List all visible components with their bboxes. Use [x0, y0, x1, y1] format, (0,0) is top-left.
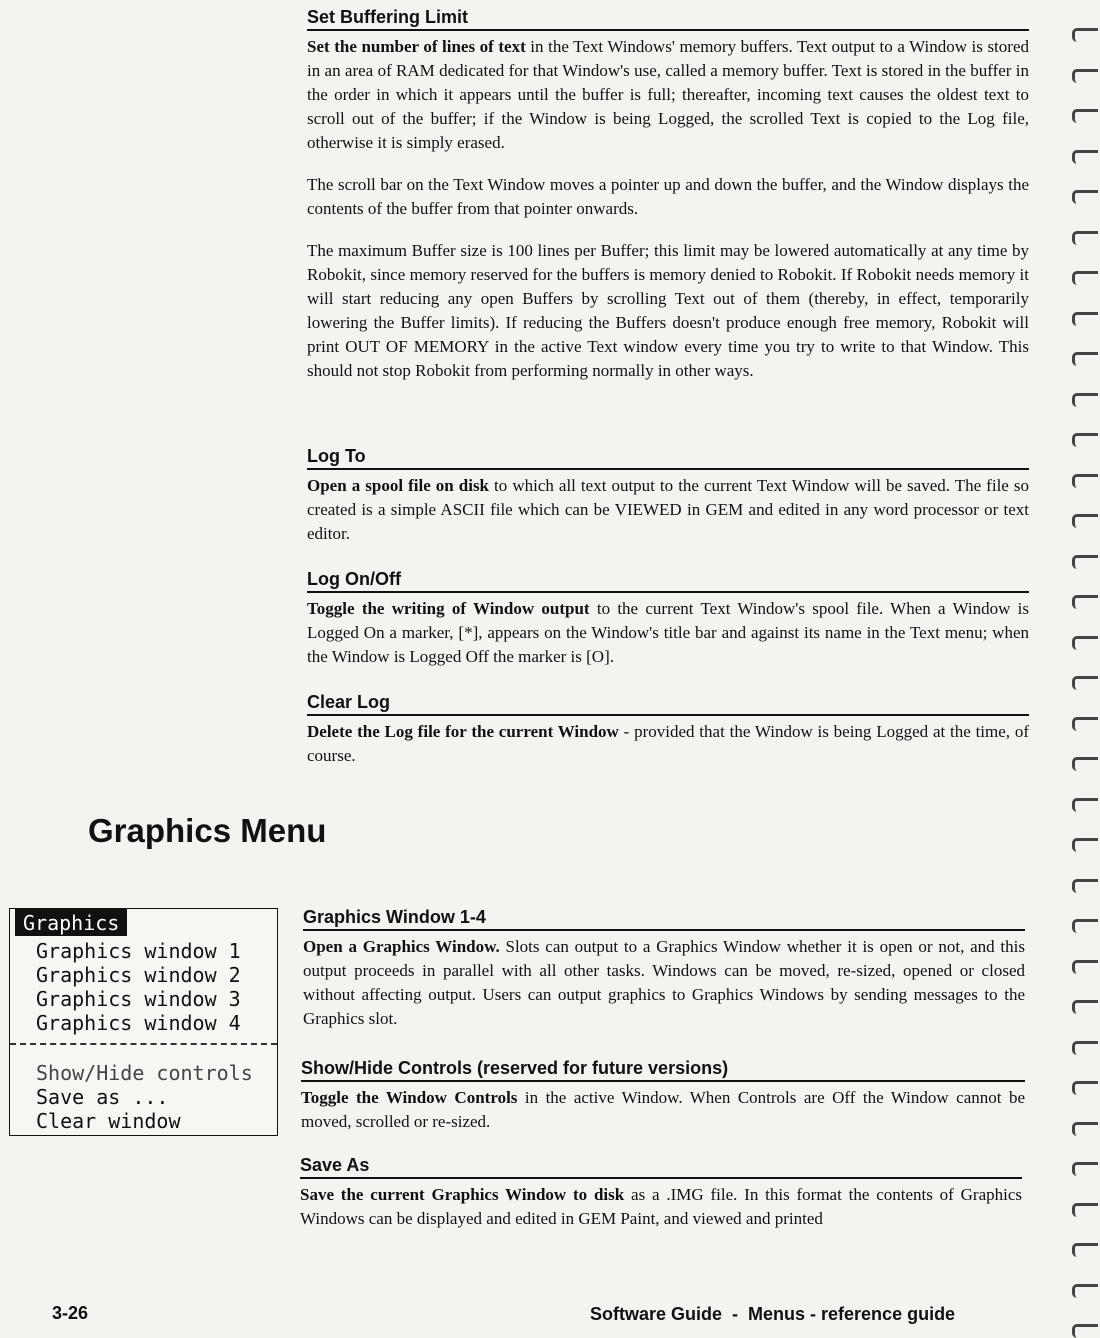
binding-ring: [1072, 474, 1098, 488]
binding-ring: [1072, 838, 1098, 852]
paragraph: Open a Graphics Window. Slots can output to a Graphics Window whether it is open or not, and this output proceeds in parallel with all other tasks. Windows can be moved, re-sized, opened or closed without affecting output. Users can output graphics to Graphics Windows by sending messages to the Graphics slot.: [303, 937, 1025, 1028]
section-save-as: [300, 1154, 1022, 1231]
menu-items: [36, 939, 241, 1035]
binding-ring: [1072, 28, 1098, 42]
binding-ring: [1072, 1000, 1098, 1014]
binding-ring: [1072, 1081, 1098, 1095]
menu-item-graphics-window-4: Graphics window 4: [36, 1011, 241, 1035]
binding-ring: [1072, 757, 1098, 771]
page-number: 3-26: [52, 1303, 89, 1323]
binding-ring: [1072, 312, 1098, 326]
binding-ring: [1072, 1162, 1098, 1176]
paragraph: The maximum Buffer size is 100 lines per Buffer; this limit may be lowered automatically at any time by Robokit, since memory reserved for the buffers is memory denied to Robokit. If Robokit needs memory it will start reducing any open Buffers by scrolling Text out of them (thereby, in effect, temporarily lowering the Buffer limits). If reducing the Buffers doesn't produce enough free memory, Robokit will print OUT OF MEMORY in the active Text window every time you try to write to that Window. This should not stop Robokit from performing normally in other ways.: [307, 241, 1029, 380]
binding-ring: [1072, 514, 1098, 528]
binding-ring: [1072, 919, 1098, 933]
graphics-menu-illustration: [9, 908, 278, 1136]
section-heading: Show/Hide Controls (reserved for future versions): [301, 1057, 1025, 1082]
section-graphics-window: [303, 906, 1025, 1031]
section-log-to: [307, 445, 1029, 546]
running-title: Software Guide - Menus - reference guide: [590, 1304, 956, 1324]
paragraph: Open a spool file on disk to which all text output to the current Text Window will be saved. The file so created is a simple ASCII file which can be VIEWED in GEM and edited in any word processor or text editor.: [307, 476, 1029, 543]
menu-item-graphics-window-1: Graphics window 1: [36, 939, 241, 963]
binding-ring: [1072, 352, 1098, 366]
section-heading: Save As: [300, 1154, 1022, 1179]
spiral-binding: [1068, 0, 1100, 1337]
section-heading: Clear Log: [307, 691, 1029, 716]
menu-item-graphics-window-2: Graphics window 2: [36, 963, 241, 987]
binding-ring: [1072, 393, 1098, 407]
binding-ring: [1072, 879, 1098, 893]
binding-ring: [1072, 960, 1098, 974]
binding-ring: [1072, 150, 1098, 164]
binding-ring: [1072, 1324, 1098, 1338]
binding-ring: [1072, 1122, 1098, 1136]
binding-ring: [1072, 1041, 1098, 1055]
section-heading: Log On/Off: [307, 568, 1029, 593]
binding-ring: [1072, 636, 1098, 650]
binding-ring: [1072, 1284, 1098, 1298]
menu-separator: [10, 1043, 277, 1045]
binding-ring: [1072, 798, 1098, 812]
binding-ring: [1072, 190, 1098, 204]
binding-ring: [1072, 109, 1098, 123]
paragraph: The scroll bar on the Text Window moves a pointer up and down the buffer, and the Window displays the contents of the buffer from that pointer onwards.: [307, 175, 1029, 218]
binding-ring: [1072, 231, 1098, 245]
paragraph: Toggle the writing of Window output to the current Text Window's spool file. When a Window is Logged On a marker, [*], appears on the Window's title bar and against its name in the Text menu; when the Window is Logged Off the marker is [O].: [307, 599, 1030, 666]
binding-ring: [1072, 717, 1098, 731]
menu-items: [36, 1061, 253, 1133]
chapter-title: Graphics Menu: [88, 812, 327, 849]
section-heading: Set Buffering Limit: [307, 6, 1029, 31]
binding-ring: [1072, 676, 1098, 690]
section-show-hide-controls: [301, 1057, 1025, 1134]
menu-item-graphics-window-3: Graphics window 3: [36, 987, 241, 1011]
menu-item-save-as: Save as ...: [36, 1085, 169, 1109]
menu-item-clear-window: Clear window: [36, 1109, 181, 1133]
binding-ring: [1072, 1203, 1098, 1217]
binding-ring: [1072, 595, 1098, 609]
paragraph: Save the current Graphics Window to disk as a .IMG file. In this format the contents of Graphics Windows can be displayed and edited in GEM Paint, and viewed and printed: [300, 1185, 1022, 1228]
binding-ring: [1072, 271, 1098, 285]
paragraph: Delete the Log file for the current Window - provided that the Window is being Logged at the time, of course.: [307, 722, 1029, 765]
paragraph: Set the number of lines of text in the Text Windows' memory buffers. Text output to a Window is stored in an area of RAM dedicated for that Window's use, called a memory buffer. Text is stored in the buffer in the order in which it appears until the buffer is full; thereafter, incoming text causes the oldest text to scroll out of the buffer; if the Window is being Logged, the scrolled Text is copied to the Log file, otherwise it is simply erased.: [307, 37, 1029, 152]
menu-title: Graphics: [15, 909, 127, 936]
binding-ring: [1072, 433, 1098, 447]
binding-ring: [1072, 1243, 1098, 1257]
binding-ring: [1072, 69, 1098, 83]
menu-item-show-hide-controls: Show/Hide controls: [36, 1061, 253, 1085]
section-log-on-off: [307, 568, 1029, 669]
section-heading: Graphics Window 1-4: [303, 906, 1025, 931]
section-heading: Log To: [307, 445, 1029, 470]
binding-ring: [1072, 555, 1098, 569]
section-clear-log: [307, 691, 1029, 768]
paragraph: Toggle the Window Controls in the active Window. When Controls are Off the Window cannot be moved, scrolled or re-sized.: [301, 1088, 1025, 1131]
section-set-buffering-limit: [307, 6, 1029, 383]
